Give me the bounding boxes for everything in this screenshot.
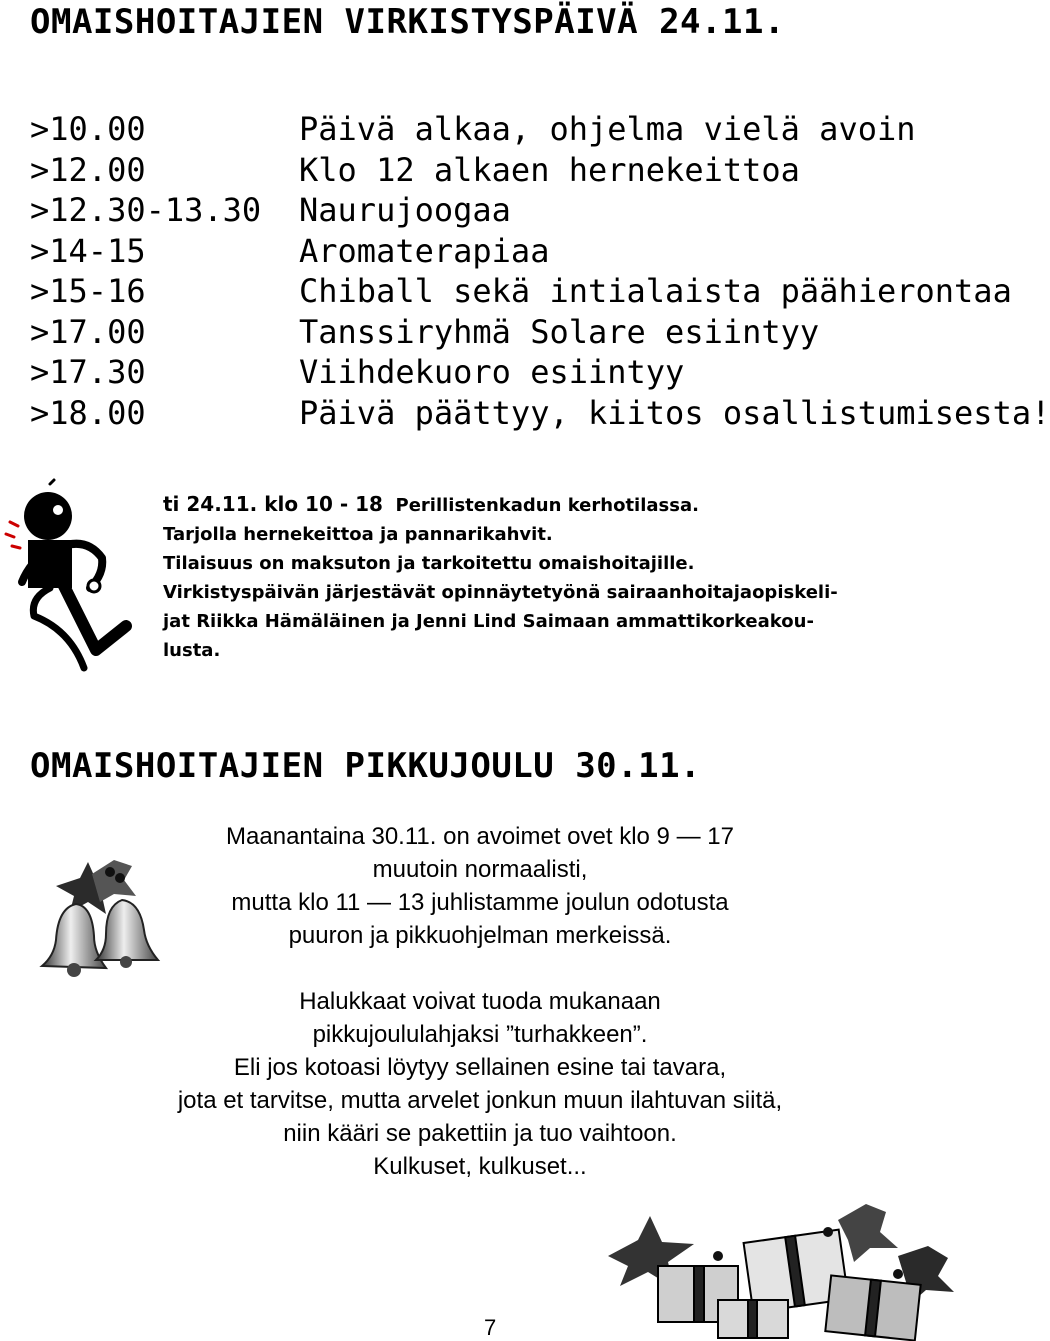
bell-clapper xyxy=(120,956,132,968)
running-figure-illustration xyxy=(0,478,150,678)
info-line: Tarjolla hernekeittoa ja pannarikahvit. xyxy=(163,524,553,545)
info-line: Tilaisuus on maksuton ja tarkoitettu omaishoitajille. xyxy=(163,553,695,574)
bell-clapper xyxy=(67,963,81,977)
pikkujoulu-title: OMAISHOITAJIEN PIKKUJOULU 30.11. xyxy=(30,746,702,786)
holly-berry xyxy=(893,1269,903,1279)
virkistys-title: OMAISHOITAJIEN VIRKISTYSPÄIVÄ 24.11. xyxy=(30,2,785,42)
info-line: jat Riikka Hämäläinen ja Jenni Lind Saimaan ammattikorkeakou- xyxy=(163,611,814,632)
text-line: mutta klo 11 — 13 juhlistamme joulun odotusta xyxy=(231,889,729,916)
page-number: 7 xyxy=(484,1315,497,1340)
figure-body xyxy=(28,540,72,588)
schedule-desc: Aromaterapiaa xyxy=(299,231,550,270)
schedule-time: >10.00 xyxy=(30,110,146,148)
motion-lines xyxy=(6,522,20,548)
holly-berry xyxy=(823,1227,833,1237)
text-line: Halukkaat voivat tuoda mukanaan xyxy=(299,988,661,1015)
schedule-time: >17.00 xyxy=(30,312,146,351)
info-block xyxy=(163,490,838,665)
schedule-desc: Päivä päättyy, kiitos osallistumisesta! xyxy=(299,393,1050,432)
pikkujoulu-block1 xyxy=(30,820,930,952)
gift-ribbon xyxy=(694,1266,704,1322)
gift-ribbon xyxy=(748,1300,757,1338)
schedule-desc: Klo 12 alkaen hernekeittoa xyxy=(299,150,800,189)
text-line: Kulkuset, kulkuset... xyxy=(373,1153,587,1180)
info-line: lusta. xyxy=(163,640,221,661)
schedule-time: >15-16 xyxy=(30,272,146,310)
holly-berry xyxy=(713,1251,723,1261)
figure-eye xyxy=(53,505,63,515)
schedule-desc: Viihdekuoro esiintyy xyxy=(299,353,685,391)
schedule-time: >17.30 xyxy=(30,353,146,391)
schedule-desc: Päivä alkaa, ohjelma vielä avoin xyxy=(299,110,916,148)
figure-hand xyxy=(88,580,100,592)
text-line: pikkujoululahjaksi ”turhakkeen”. xyxy=(312,1021,648,1048)
text-line: Eli jos kotoasi löytyy sellainen esine tai tavara, xyxy=(233,1054,727,1081)
text-line: muutoin normaalisti, xyxy=(372,856,588,883)
figure-head xyxy=(24,492,72,540)
gift-packages-illustration xyxy=(598,1196,960,1340)
schedule-desc: Tanssiryhmä Solare esiintyy xyxy=(299,312,820,351)
text-line: jota et tarvitse, mutta arvelet jonkun muun ilahtuvan siitä, xyxy=(177,1087,783,1114)
info-headline xyxy=(163,490,838,520)
schedule-desc: Chiball sekä intialaista päähierontaa xyxy=(299,272,1012,310)
schedule-time: >12.00 xyxy=(30,150,146,189)
text-line: puuron ja pikkuohjelman merkeissä. xyxy=(288,922,672,949)
schedule-time: >12.30-13.30 xyxy=(30,191,262,229)
holly-leaf xyxy=(838,1204,898,1262)
info-line: Virkistyspäivän järjestävät opinnäytetyönä sairaanhoitajaopiskeli- xyxy=(163,582,838,603)
motion-mark xyxy=(50,480,54,484)
pikkujoulu-block2 xyxy=(0,985,960,1183)
text-line: niin kääri se pakettiin ja tuo vaihtoon. xyxy=(283,1120,677,1147)
schedule-desc: Naurujoogaa xyxy=(299,191,511,229)
schedule-time: >14-15 xyxy=(30,231,146,270)
info-where: Perillistenkadun kerhotilassa. xyxy=(395,495,699,516)
schedule-time: >18.00 xyxy=(30,393,146,432)
text-line: Maanantaina 30.11. on avoimet ovet klo 9 — 17 xyxy=(226,823,734,850)
info-when: ti 24.11. klo 10 - 18 xyxy=(163,492,383,516)
